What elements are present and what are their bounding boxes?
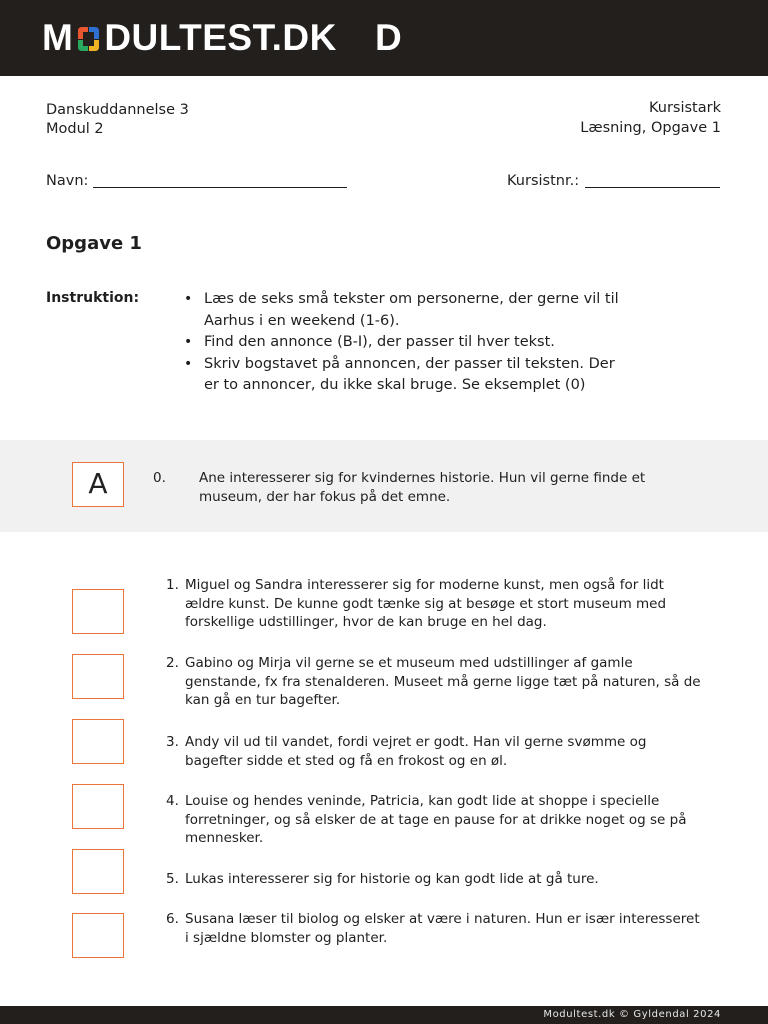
- header-bar: [0, 0, 768, 76]
- item-number-3: 3.: [166, 734, 179, 750]
- name-field-line[interactable]: [93, 187, 347, 188]
- example-answer-box: [72, 462, 124, 507]
- answer-box-2[interactable]: [72, 654, 124, 699]
- item-text-1: Miguel og Sandra interesserer sig for moderne kunst, men også for lidt ældre kunst. De kunne godt tænke sig at besøge et stort museum med forskellige udstillinger, hvor de kan bruge en hel dag.: [185, 577, 667, 630]
- name-label: Navn:: [46, 173, 89, 189]
- item-text-6: Susana læser til biolog og elsker at være i naturen. Hun er især interesseret i sjældne blomster og planter.: [185, 911, 700, 946]
- sheet-type: Kursistark: [648, 100, 721, 116]
- instruction-label: Instruktion:: [46, 290, 140, 306]
- item-text-5: Lukas interesserer sig for historie og kan godt lide at gå ture.: [185, 871, 599, 887]
- answer-box-5[interactable]: [72, 849, 124, 894]
- item-number-4: 4.: [166, 793, 179, 809]
- item-number-6: 6.: [166, 911, 179, 927]
- instruction-bullet: • Skriv bogstavet på annoncen, der passer til teksten. Der er to annoncer, du ikke skal bruge. Se eksemplet (0): [182, 354, 627, 397]
- modultest-logo: [42, 19, 337, 57]
- answer-box-6[interactable]: [72, 913, 124, 958]
- logo-o-icon: [74, 23, 103, 55]
- student-number-field-line[interactable]: [585, 187, 720, 188]
- item-text-4: Louise og hendes veninde, Patricia, kan godt lide at shoppe i specielle forretninger, og så elsker de at tage en pause for at drikke noget og se på mennesker.: [185, 793, 687, 846]
- level-letter: D: [375, 17, 402, 58]
- example-number: 0.: [153, 470, 166, 486]
- item-number-5: 5.: [166, 871, 179, 887]
- section-name: Læsning, Opgave 1: [580, 120, 721, 136]
- answer-box-3[interactable]: [72, 719, 124, 764]
- example-answer: A: [88, 467, 108, 500]
- instruction-bullet: • Læs de seks små tekster om personerne, der gerne vil til Aarhus i en weekend (1-6).: [182, 289, 662, 332]
- course-name: Danskuddannelse 3: [46, 102, 189, 118]
- page-title: Opgave 1: [46, 233, 142, 254]
- module-name: Modul 2: [46, 121, 104, 137]
- item-text-2: Gabino og Mirja vil gerne se et museum med udstillinger af gamle genstande, fx fra stenalderen. Museet må gerne ligge tæt på naturen, så de kan gå en tur bagefter.: [185, 655, 701, 708]
- student-number-label: Kursistnr.:: [507, 173, 580, 189]
- item-text-3: Andy vil ud til vandet, fordi vejret er godt. Han vil gerne svømme og bagefter sidde et sted og få en frokost og en øl.: [185, 734, 647, 769]
- answer-box-1[interactable]: [72, 589, 124, 634]
- logo-text-right: DULTEST.DK: [104, 17, 337, 58]
- logo-text-left: M: [42, 17, 74, 58]
- footer-bar: [0, 1006, 768, 1024]
- item-number-2: 2.: [166, 655, 179, 671]
- answer-box-4[interactable]: [72, 784, 124, 829]
- instruction-bullet: • Find den annonce (B-I), der passer til hver tekst.: [182, 332, 662, 354]
- footer-copyright: Modultest.dk © Gyldendal 2024: [543, 1009, 721, 1020]
- example-text: Ane interesserer sig for kvindernes historie. Hun vil gerne finde et museum, der har fokus på det emne.: [199, 470, 646, 505]
- item-number-1: 1.: [166, 577, 179, 593]
- instruction-list: [182, 289, 662, 397]
